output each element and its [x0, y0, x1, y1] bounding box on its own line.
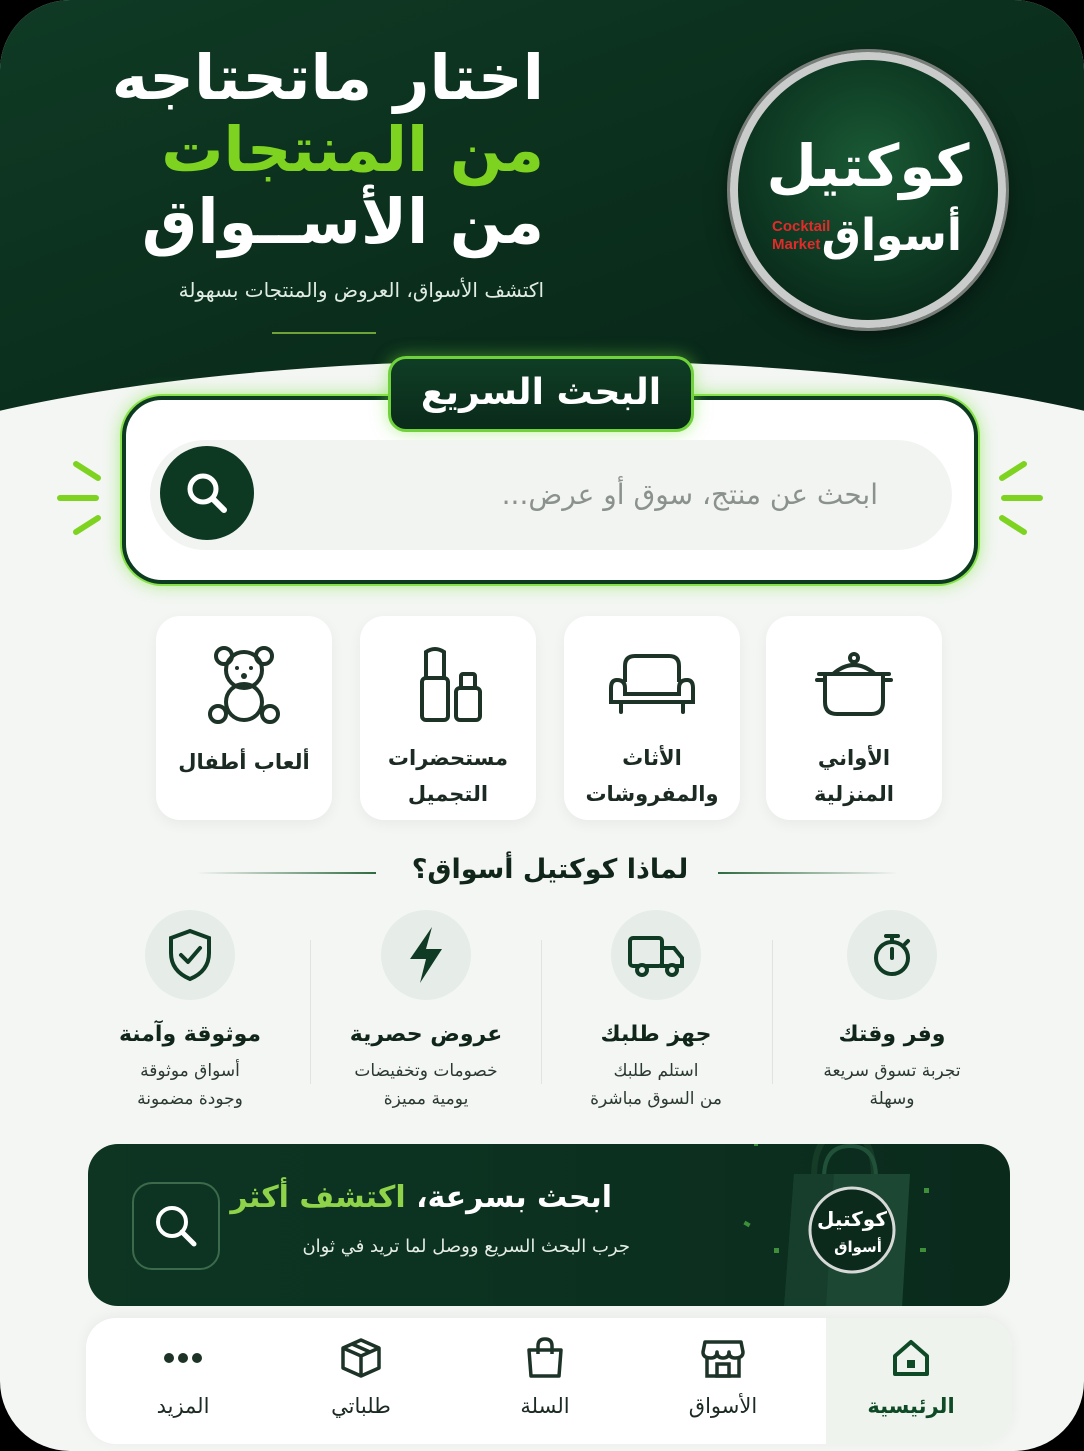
nav-more[interactable] — [108, 1336, 258, 1418]
feature-desc — [316, 1057, 536, 1113]
shield-check-icon — [165, 927, 215, 983]
feature-desc-line1: تجربة تسوق سريعة — [823, 1061, 961, 1081]
why-section-title: لماذا كوكتيل أسواق؟ — [411, 854, 689, 885]
feature-title: موثوقة وآمنة — [118, 1022, 262, 1047]
feature-icon-wrap — [381, 910, 471, 1000]
feature-title: جهز طلبك — [600, 1022, 712, 1047]
cooking-pot-icon — [811, 644, 897, 724]
logo-english-line2: Market — [772, 236, 821, 253]
feature-exclusive-offers — [316, 910, 536, 1113]
promo-subtitle: جرب البحث السريع ووصل لما تريد في ثوان — [302, 1236, 630, 1257]
shopping-bag-icon — [523, 1336, 567, 1380]
more-dots-icon — [161, 1336, 205, 1380]
hero-headline — [24, 42, 544, 258]
feature-desc-line2: يومية مميزة — [383, 1089, 469, 1109]
quick-search-tab: البحث السريع — [388, 356, 694, 432]
bag-logo-bottom: أسواق — [834, 1238, 882, 1256]
stopwatch-icon — [867, 930, 917, 980]
feature-desc-line1: أسواق موثوقة — [140, 1061, 240, 1081]
nav-orders[interactable] — [286, 1336, 436, 1418]
search-icon — [151, 1201, 201, 1251]
feature-icon-wrap — [145, 910, 235, 1000]
feature-desc — [80, 1057, 300, 1113]
feature-desc-line1: خصومات وتخفيضات — [354, 1061, 498, 1081]
bag-logo-top: كوكتيل — [817, 1207, 887, 1231]
feature-save-time — [782, 910, 1002, 1113]
nav-label: الأسواق — [688, 1394, 758, 1418]
sparkle-right-icon — [996, 458, 1044, 540]
category-label-line1: الأثاث — [622, 746, 682, 770]
truck-icon — [626, 932, 686, 978]
promo-search-button[interactable] — [132, 1182, 220, 1270]
feature-separator — [541, 940, 542, 1084]
feature-title: عروض حصرية — [349, 1022, 503, 1047]
sparkle-left-icon — [56, 458, 104, 540]
feature-desc-line2: من السوق مباشرة — [590, 1089, 722, 1109]
category-label — [156, 744, 332, 780]
category-home-utensils[interactable] — [766, 616, 942, 820]
feature-desc-line2: وسهلة — [869, 1089, 915, 1109]
lightning-icon — [406, 925, 446, 985]
cosmetics-icon — [408, 644, 488, 726]
category-label-line2: التجميل — [407, 782, 489, 806]
feature-prepare-order — [546, 910, 766, 1113]
feature-separator — [772, 940, 773, 1084]
category-kids-toys[interactable] — [156, 616, 332, 820]
feature-trusted-safe — [80, 910, 300, 1113]
headline-line-1: اختار ماتحتاجه — [111, 41, 544, 114]
search-button[interactable] — [160, 446, 254, 540]
category-cosmetics[interactable] — [360, 616, 536, 820]
category-furniture[interactable] — [564, 616, 740, 820]
header-divider — [272, 332, 376, 334]
why-divider-left — [196, 872, 376, 874]
logo-english — [772, 218, 830, 254]
nav-cart[interactable] — [470, 1336, 620, 1418]
feature-desc-line2: وجودة مضمونة — [137, 1089, 243, 1109]
search-placeholder: ابحث عن منتج، سوق أو عرض... — [501, 478, 878, 511]
feature-icon-wrap — [847, 910, 937, 1000]
promo-banner[interactable] — [88, 1144, 1010, 1306]
category-label-line1: الأواني — [817, 746, 891, 770]
feature-icon-wrap — [611, 910, 701, 1000]
feature-desc-line1: استلم طلبك — [613, 1061, 699, 1081]
nav-label: طلباتي — [331, 1394, 391, 1418]
headline-line-2: من المنتجات — [161, 113, 544, 186]
shopping-bag-decoration-icon — [734, 1144, 934, 1306]
category-label-line1: مستحضرات — [387, 746, 509, 770]
hero-subline: اكتشف الأسواق، العروض والمنتجات بسهولة — [178, 278, 544, 302]
feature-desc — [546, 1057, 766, 1113]
logo-english-line1: Cocktail — [772, 218, 831, 235]
nav-home[interactable] — [836, 1336, 986, 1418]
brand-logo — [730, 52, 1006, 328]
logo-arabic-bottom: أسواق — [821, 210, 962, 261]
shopping-bag-illustration — [734, 1144, 934, 1306]
store-icon — [701, 1336, 745, 1380]
package-icon — [339, 1336, 383, 1380]
category-label-line2: والمفروشات — [585, 782, 719, 806]
search-icon — [182, 468, 232, 518]
category-label — [766, 740, 942, 812]
promo-title — [230, 1180, 612, 1215]
feature-title: وفر وقتك — [838, 1022, 946, 1047]
category-label-line2: المنزلية — [814, 782, 894, 806]
logo-arabic-top: كوكتيل — [766, 132, 970, 200]
home-icon — [889, 1336, 933, 1380]
promo-title-green: اكتشف أكثر — [230, 1180, 406, 1215]
category-label — [360, 740, 536, 812]
category-label-line1: ألعاب أطفال — [178, 750, 310, 774]
feature-separator — [310, 940, 311, 1084]
nav-label: المزيد — [156, 1394, 210, 1418]
sofa-icon — [607, 644, 697, 724]
headline-line-3: من الأســواق — [141, 185, 544, 258]
category-label — [564, 740, 740, 812]
feature-desc — [782, 1057, 1002, 1113]
nav-label: السلة — [520, 1394, 570, 1418]
teddy-bear-icon — [204, 644, 284, 726]
nav-label: الرئيسية — [867, 1394, 955, 1418]
promo-title-white: ابحث بسرعة، — [416, 1180, 612, 1215]
why-divider-right — [718, 872, 898, 874]
nav-markets[interactable] — [648, 1336, 798, 1418]
